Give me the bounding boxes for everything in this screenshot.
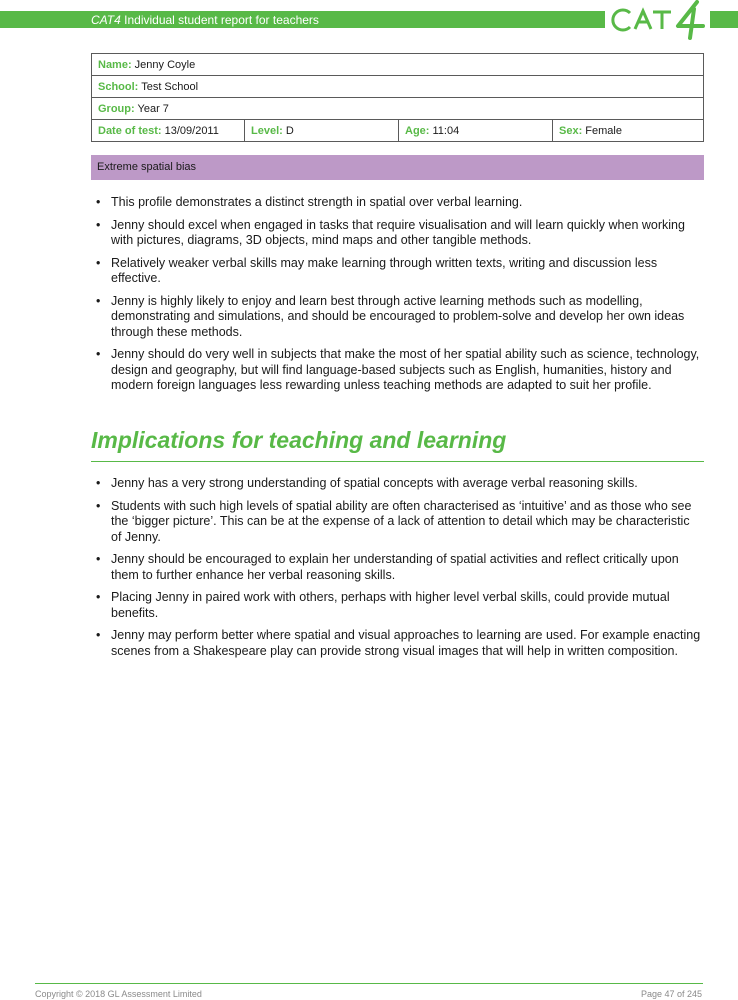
- list-item: • Jenny should be encouraged to explain her understanding of spatial activities and reflect critically upon them to further enhance her verbal reasoning skills.: [91, 552, 703, 583]
- student-info-table: [91, 53, 704, 142]
- copyright-text: Copyright © 2018 GL Assessment Limited: [35, 989, 202, 999]
- age-value: 11:04: [429, 124, 460, 137]
- age-label: Age:: [405, 124, 430, 137]
- section-divider: [91, 461, 704, 462]
- logo-bar: [706, 11, 738, 28]
- list-item: • This profile demonstrates a distinct strength in spatial over verbal learning.: [91, 195, 703, 211]
- list-item: • Placing Jenny in paired work with others, perhaps with higher level verbal skills, could provide mutual benefits.: [91, 590, 703, 621]
- list-item: • Jenny is highly likely to enjoy and learn best through active learning methods such as modelling, demonstrating and simulations, and should be encouraged to problem-solve and develop her own ideas through these methods.: [91, 294, 703, 341]
- page-number: Page 47 of 245: [640, 989, 702, 999]
- profile-title: Extreme spatial bias: [97, 161, 197, 173]
- level-cell: [245, 120, 399, 142]
- cat4-logo: [610, 0, 710, 42]
- age-cell: [399, 120, 553, 142]
- report-title-text: Individual student report for teachers: [120, 13, 319, 27]
- profile-banner: [91, 155, 704, 180]
- level-value: D: [282, 124, 294, 137]
- student-name-row: [92, 54, 704, 76]
- footer-divider: [35, 983, 703, 984]
- student-name: Jenny Coyle: [131, 58, 196, 71]
- implications-bullet-list: [91, 476, 703, 666]
- report-brand: CAT4: [91, 13, 121, 27]
- list-item: • Students with such high levels of spatial ability are often characterised as ‘intuitive’ and as those who see the ‘bigger picture’. This can be at the expense of a lack of attention to detail which may be characteristic of Jenny.: [91, 499, 703, 546]
- student-name-cell: [92, 54, 704, 76]
- group-value: Year 7: [134, 102, 169, 115]
- school-cell: [92, 76, 704, 98]
- school-label: School:: [98, 80, 139, 93]
- test-details-row: [92, 120, 704, 142]
- list-item: • Jenny has a very strong understanding of spatial concepts with average verbal reasoning skills.: [91, 476, 703, 492]
- group-row: [92, 98, 704, 120]
- sex-label: Sex:: [559, 124, 583, 137]
- group-cell: [92, 98, 704, 120]
- implications-heading: Implications for teaching and learning: [91, 427, 507, 453]
- test-date: 13/09/2011: [161, 124, 219, 137]
- sex-cell: [553, 120, 704, 142]
- list-item: • Relatively weaker verbal skills may make learning through written texts, writing and discussion less effective.: [91, 256, 703, 287]
- list-item: • Jenny should excel when engaged in tasks that require visualisation and will learn quickly when working with pictures, diagrams, 3D objects, mind maps and other tangible methods.: [91, 218, 703, 249]
- date-label: Date of test:: [98, 124, 162, 137]
- date-cell: [92, 120, 245, 142]
- school-name: Test School: [138, 80, 199, 93]
- level-label: Level:: [251, 124, 283, 137]
- list-item: • Jenny may perform better where spatial and visual approaches to learning are used. For example enacting scenes from a Shakespeare play can provide strong visual images that will help in written composition.: [91, 628, 703, 659]
- profile-bullet-list: [91, 195, 703, 401]
- group-label: Group:: [98, 102, 135, 115]
- sex-value: Female: [582, 124, 622, 137]
- name-label: Name:: [98, 58, 132, 71]
- school-row: [92, 76, 704, 98]
- report-title: [91, 12, 319, 28]
- list-item: • Jenny should do very well in subjects that make the most of her spatial ability such as science, technology, design and geography, but will find language-based subjects such as English, humanities, history and modern foreign languages less rewarding unless teaching methods are adapted to suit her profile.: [91, 347, 703, 394]
